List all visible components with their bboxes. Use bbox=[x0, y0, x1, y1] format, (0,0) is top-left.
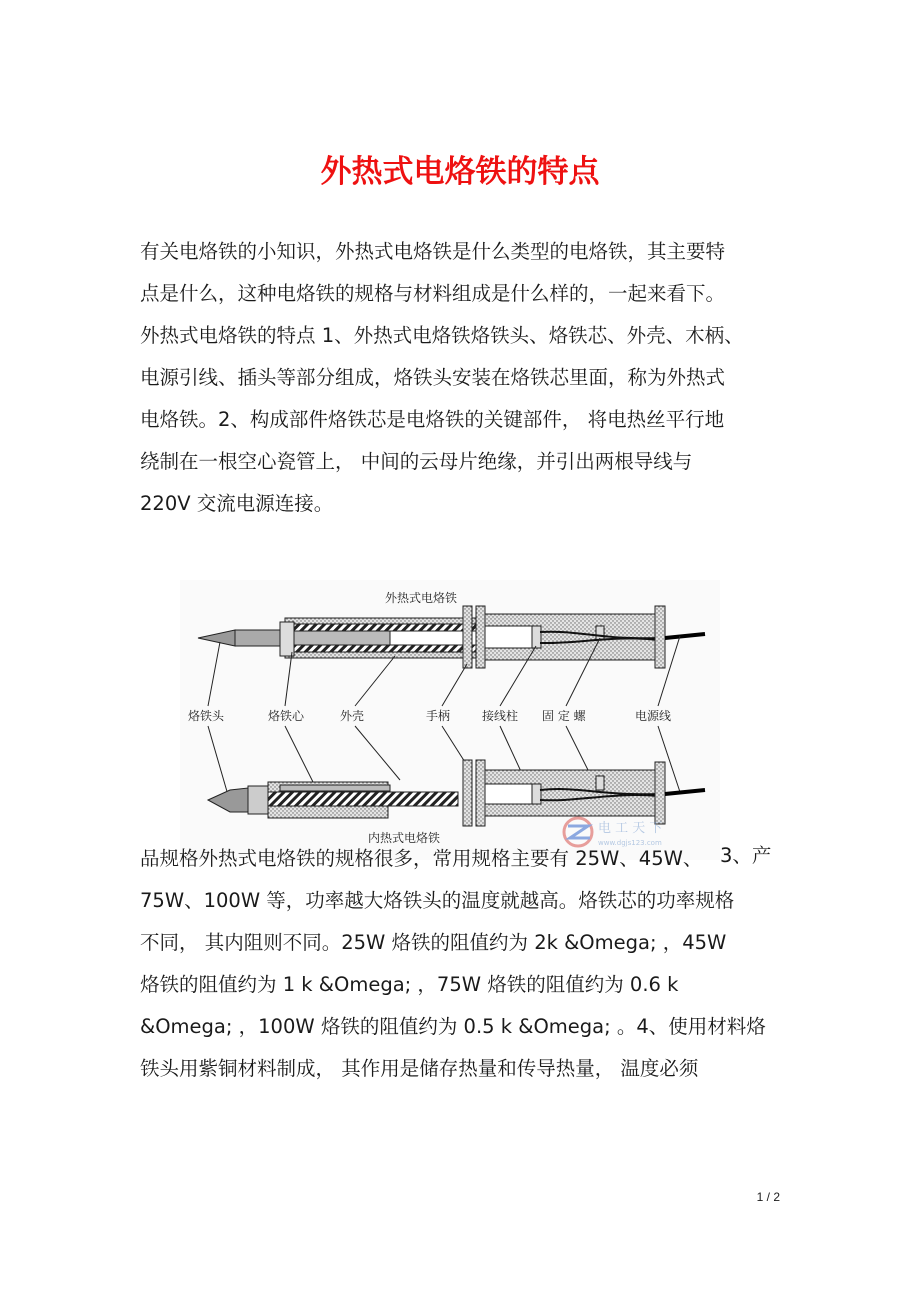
part-label-terminal: 接线柱 bbox=[482, 709, 519, 723]
text-line: &Omega; ，100W 烙铁的阻值约为 0.5 k &Omega; 。4、使用材料烙 bbox=[140, 1015, 766, 1038]
text-line: 品规格外热式电烙铁的规格很多，常用规格主要有 25W、45W、 bbox=[140, 847, 703, 870]
internal-heat-iron bbox=[208, 760, 705, 826]
text-line: 外热式电烙铁的特点 1、外热式电烙铁烙铁头、烙铁芯、外壳、木柄、 bbox=[140, 324, 744, 347]
text-line: 电烙铁。2、构成部件烙铁芯是电烙铁的关键部件， 将电热丝平行地 bbox=[140, 408, 725, 431]
soldering-iron-diagram bbox=[180, 580, 720, 860]
text-line: 绕制在一根空心瓷管上， 中间的云母片绝缘，并引出两根导线与 bbox=[140, 450, 693, 473]
part-label-tip: 烙铁头 bbox=[188, 709, 225, 723]
text-line: 220V 交流电源连接。 bbox=[140, 492, 334, 515]
text-line: 点是什么，这种电烙铁的规格与材料组成是什么样的，一起来看下。 bbox=[140, 282, 726, 305]
top-iron-label: 外热式电烙铁 bbox=[385, 591, 458, 605]
page-number: 1 / 2 bbox=[756, 1190, 780, 1204]
part-label-cord: 电源线 bbox=[635, 709, 672, 723]
watermark-url: www.dgjs123.com bbox=[598, 839, 662, 847]
part-label-handle: 手柄 bbox=[426, 709, 451, 723]
bottom-iron-label: 内热式电烙铁 bbox=[368, 831, 441, 845]
paragraph-lead: 3、产 bbox=[720, 844, 772, 867]
text-line: 铁头用紫铜材料制成， 其作用是储存热量和传导热量， 温度必须 bbox=[140, 1057, 699, 1080]
intro-paragraph bbox=[140, 231, 800, 525]
external-heat-iron bbox=[198, 606, 705, 668]
text-line: 烙铁的阻值约为 1 k &Omega; ，75W 烙铁的阻值约为 0.6 k bbox=[140, 973, 679, 996]
watermark-text: 电 工 天 下 bbox=[598, 821, 663, 836]
text-line: 有关电烙铁的小知识，外热式电烙铁是什么类型的电烙铁，其主要特 bbox=[140, 240, 726, 263]
document-title: 外热式电烙铁的特点 bbox=[320, 154, 600, 190]
part-label-screw: 固 定 螺 bbox=[542, 709, 586, 723]
text-line: 电源引线、插头等部分组成，烙铁头安装在烙铁芯里面，称为外热式 bbox=[140, 366, 726, 389]
specs-paragraph bbox=[140, 838, 800, 1090]
text-line: 不同， 其内阻则不同。25W 烙铁的阻值约为 2k &Omega; ，45W bbox=[140, 931, 727, 954]
part-label-shell: 外壳 bbox=[340, 709, 365, 723]
diagram-svg bbox=[180, 580, 720, 860]
part-label-core: 烙铁心 bbox=[268, 709, 305, 723]
text-line: 75W、100W 等，功率越大烙铁头的温度就越高。烙铁芯的功率规格 bbox=[140, 889, 735, 912]
